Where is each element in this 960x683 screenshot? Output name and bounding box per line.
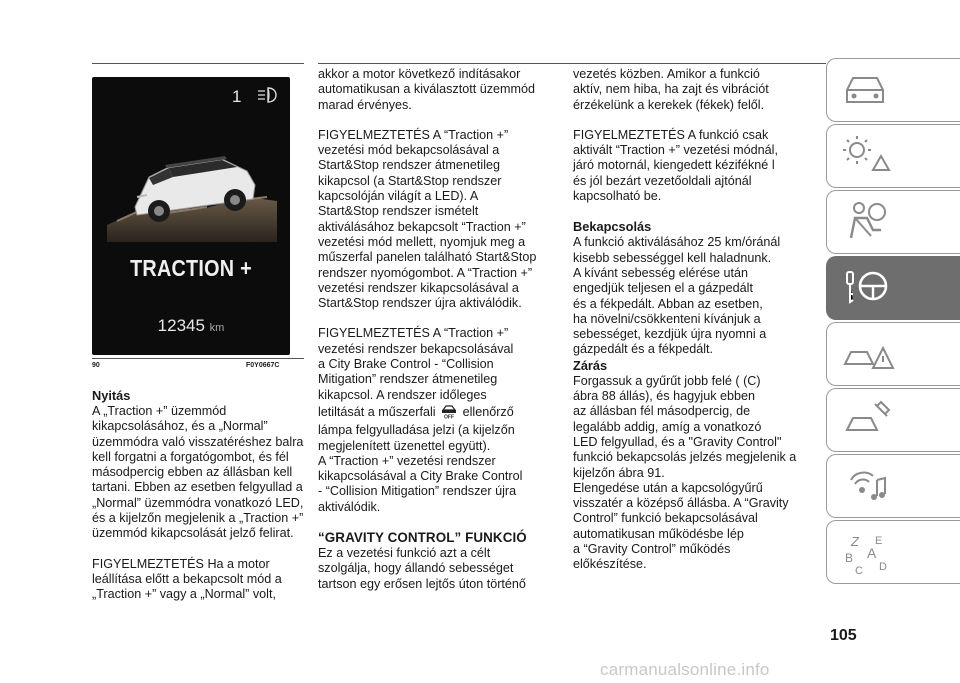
maintenance-icon — [837, 394, 897, 446]
figure-code: F0Y0667C — [246, 362, 280, 369]
column-2 — [318, 67, 558, 592]
seatbelt-airbag-icon — [837, 196, 897, 248]
display-indicator: 1 — [232, 87, 242, 106]
figure-rule — [92, 358, 304, 359]
instrument-display-figure — [92, 77, 290, 355]
svg-text:C: C — [855, 565, 863, 577]
col3-paragraph-3: A funkció aktiválásához 25 km/óránál kisebb sebességgel kell haladnunk. A kívánt sebesség elérése után engedjük teljesen el a gázpedált és a fékpedált. Abban az esetben, ha növelni/csökkenteni kívánjuk a sebességet, kezdjük újra nyomni a gázpedált és a fékpedált. — [573, 235, 781, 357]
chapter-tab-maintenance[interactable] — [826, 388, 960, 452]
section-heading-nyitas: Nyitás — [92, 388, 131, 403]
top-rule-right — [318, 63, 826, 64]
odometer-value: 12345 — [157, 316, 205, 335]
svg-text:D: D — [879, 561, 887, 573]
col2-paragraph-2: FIGYELMEZTETÉS A “Traction +” vezetési mód bekapcsolásával a Start&Stop rendszer átmenetileg kikapcsol (a Start&Stop rendszer kapcsolóján világít a LED). A Start&Stop rendszer ismételt aktiválásához bekapcsolt “Traction +” vezetési mód mellett, nyomjuk meg a műszerfal panelen található Start&Stop rendszer nyomógombot. A “Traction +” vezetési rendszer kikapcsolásával a Start&Stop rendszer újra aktiválódik. — [318, 127, 537, 311]
col3-paragraph-1: vezetés közben. Amikor a funkció aktív, nem hiba, ha zajt és vibrációt érzékelünk a kerekek (fékek) felől. — [573, 67, 769, 112]
chapter-tab-multimedia[interactable] — [826, 454, 960, 518]
page-number: 105 — [830, 627, 857, 644]
car-dashboard-icon — [837, 64, 897, 116]
svg-text:OFF: OFF — [444, 414, 455, 419]
collision-mitigation-off-icon — [440, 403, 458, 423]
svg-text:A: A — [867, 545, 877, 561]
svg-text:Z: Z — [851, 534, 859, 549]
roadside-warning-icon — [837, 328, 897, 380]
section-heading-bekapcsolas: Bekapcsolás — [573, 219, 652, 235]
warning-lights-icon — [837, 130, 897, 182]
chapter-tab-starting-driving[interactable] — [826, 256, 960, 320]
car-on-slope-icon — [107, 137, 277, 247]
chapter-tab-emergency[interactable] — [826, 322, 960, 386]
col3-paragraph-4: Forgassuk a gyűrűt jobb felé ( (C) ábra 88 állás), és hagyjuk ebben az állásban fél másodpercig, de legalább addig, amíg a vonatkozó LED felgyullad, és a "Gravity Control" funkció bekapcsolás jelzés megjelenik a kijelzőn ábra 91. Elengedése után a kapcsológyűrű visszatér a középső állásba. A “Gravity Control” funkció bekapcsolásával automatikusan működésbe lép a “Gravity Control” működés előkészítése. — [573, 373, 797, 572]
col3-paragraph-2: FIGYELMEZTETÉS A funkció csak aktivált “Traction +” vezetési módnál, járó motornál, kiengedett kézifékné l és jól bezárt vezetőoldali ajtónál kapcsolható be. — [573, 127, 778, 204]
col2-paragraph-4: Ez a vezetési funkció azt a célt szolgálja, hogy állandó sebességet tartson egy erősen lejtős úton történő — [318, 546, 526, 591]
display-traction-label: TRACTION + — [130, 255, 252, 281]
odometer — [92, 316, 290, 336]
figure-number: 90 — [92, 362, 100, 369]
key-steering-wheel-icon — [837, 262, 897, 314]
odometer-unit: km — [209, 322, 225, 334]
top-rule-left — [92, 63, 304, 64]
watermark: carmanualsonline.info — [600, 660, 770, 679]
index-letters-icon — [837, 526, 897, 578]
fog-lamp-icon — [256, 85, 278, 110]
chapter-tab-safety[interactable] — [826, 190, 960, 254]
col1-paragraph-2: FIGYELMEZTETÉS Ha a motor leállítása előtt a bekapcsolt mód a „Traction +” vagy a „Normal” volt, — [92, 556, 282, 602]
svg-text:B: B — [845, 551, 854, 565]
section-heading-gravity-control: “GRAVITY CONTROL” FUNKCIÓ — [318, 530, 527, 546]
multimedia-icon — [837, 460, 897, 512]
col2-paragraph-3: FIGYELMEZTETÉS A “Traction +” vezetési rendszer bekapcsolásával a City Brake Control - “Collision Mitigation” rendszer átmenetileg kikapcsol. A rendszer időleges letiltását a műszerfali OFF ellenőrző lámpa felgyulladása jelzi (a kijelzőn megjelenített üzenettel együtt). A “Traction +” vezetési rendszer kikapcsolásával a City Brake Control - “Collision Mitigation” rendszer újra aktiválódik. — [318, 326, 523, 514]
col2-paragraph-1: akkor a motor következő indításakor automatikusan a kiválasztott üzemmód marad érvényes. — [318, 67, 535, 112]
chapter-tab-index[interactable] — [826, 520, 960, 584]
chapter-tab-dashboard[interactable] — [826, 58, 960, 122]
svg-text:E: E — [875, 535, 883, 547]
column-1 — [92, 388, 312, 603]
column-3 — [573, 67, 823, 573]
col1-paragraph-1: A „Traction +” üzemmód kikapcsolásához, és a „Normal” üzemmódra való visszatéréshez balra kell forgatni a forgatógombot, és fél másodpercig ebben az állásban kell tartani. Ebben az esetben felgyullad a „Normal” üzemmódra vonatkozó LED, és a kijelzőn megjelenik a „Traction +” üzemmód kikapcsolását jelző felirat. — [92, 404, 304, 541]
section-heading-zaras: Zárás — [573, 357, 608, 373]
chapter-tab-warning-lights[interactable] — [826, 124, 960, 188]
